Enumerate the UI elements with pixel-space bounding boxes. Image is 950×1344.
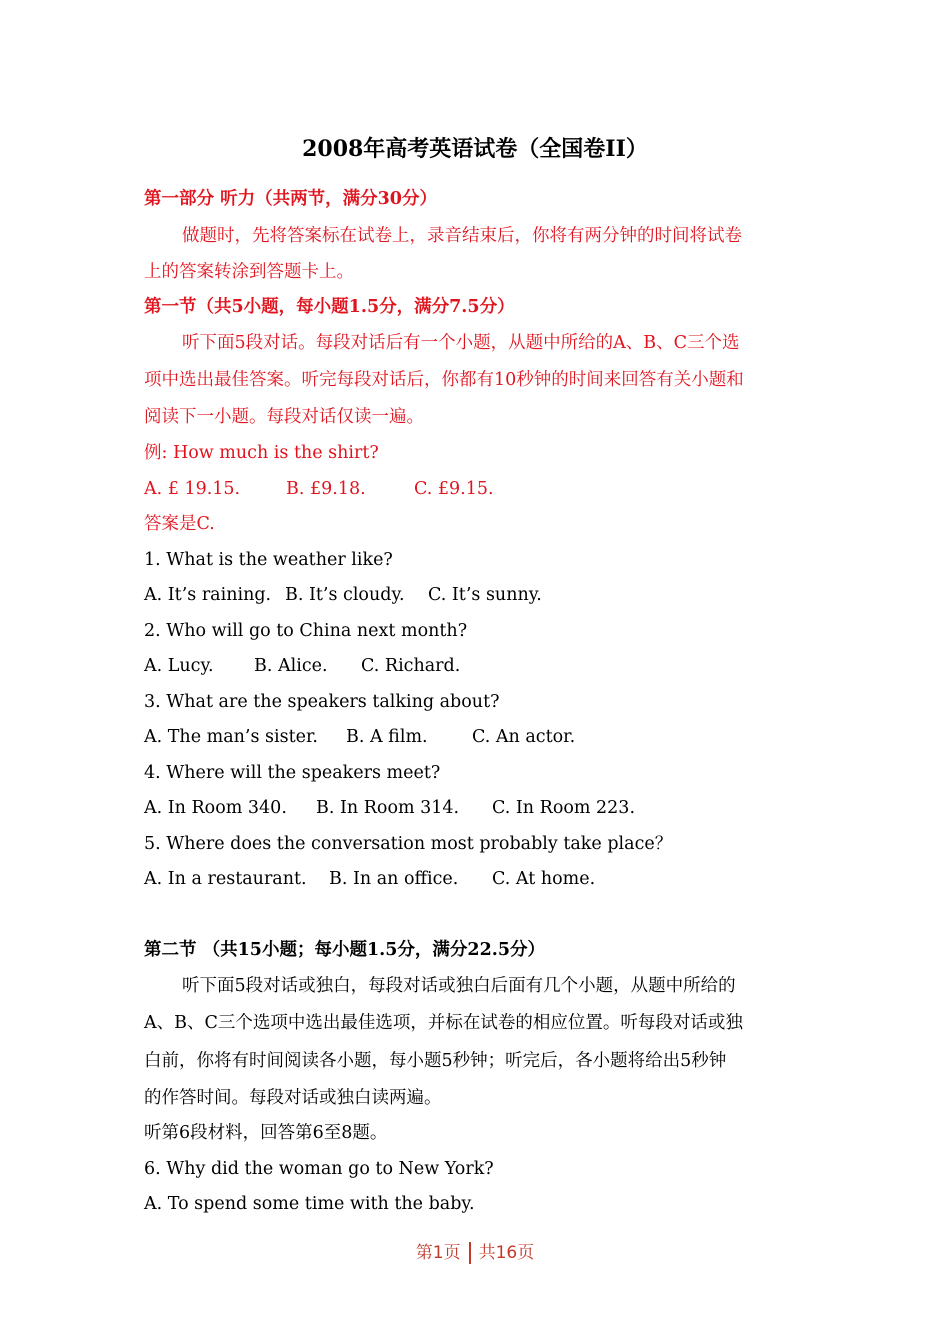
section2-instructions-3: 白前，你将有时间阅读各小题，每小题5秒钟；听完后，各小题将给出5秒钟: [144, 1051, 727, 1071]
option-c: C. In Room 223.: [492, 798, 636, 818]
example-options: [144, 477, 824, 501]
question-2: 2. Who will go to China next month?: [144, 621, 468, 641]
question-6: 6. Why did the woman go to New York?: [144, 1159, 494, 1179]
option-a: A. It’s raining.: [144, 585, 272, 605]
option-b: B. In Room 314.: [316, 798, 460, 818]
option-a: A. In Room 340.: [144, 798, 287, 818]
question-2-options: [144, 654, 824, 678]
option-a: A. In a restaurant.: [144, 869, 307, 889]
page-total: 共16页: [478, 1243, 535, 1263]
section1-instructions-3: 阅读下一小题。每段对话仅读一遍。: [144, 407, 424, 427]
section1-instructions-1: 听下面5段对话。每段对话后有一个小题，从题中所给的A、B、C三个选: [182, 333, 740, 353]
example-option-a: A. £ 19.15.: [144, 479, 241, 499]
material-note: 听第6段材料，回答第6至8题。: [144, 1123, 388, 1143]
option-b: B. A film.: [346, 727, 428, 747]
section1-heading: 第一节（共5小题，每小题1.5分，满分7.5分）: [144, 297, 515, 317]
section2-instructions-2: A、B、C三个选项中选出最佳选项，并标在试卷的相应位置。听每段对话或独: [144, 1013, 743, 1033]
option-b: B. It’s cloudy.: [285, 585, 405, 605]
question-1: 1. What is the weather like?: [144, 550, 393, 570]
section2-heading: 第二节 （共15小题；每小题1.5分，满分22.5分）: [144, 940, 546, 960]
option-b: B. Alice.: [254, 656, 328, 676]
footer-divider: [469, 1242, 471, 1264]
option-a: A. The man’s sister.: [144, 727, 318, 747]
option-c: C. Richard.: [361, 656, 461, 676]
section1-instructions-2: 项中选出最佳答案。听完每段对话后，你都有10秒钟的时间来回答有关小题和: [144, 370, 744, 390]
question-3: 3. What are the speakers talking about?: [144, 692, 500, 712]
question-1-options: [144, 583, 824, 607]
section2-instructions-1: 听下面5段对话或独白，每段对话或独白后面有几个小题，从题中所给的: [182, 976, 736, 996]
example-answer: 答案是C.: [144, 514, 215, 534]
page-footer: [0, 1238, 950, 1264]
option-a: A. Lucy.: [144, 656, 214, 676]
option-c: C. At home.: [492, 869, 596, 889]
question-4: 4. Where will the speakers meet?: [144, 763, 441, 783]
question-5-options: [144, 867, 824, 891]
question-6-option-a: A. To spend some time with the baby.: [144, 1194, 475, 1214]
option-b: B. In an office.: [329, 869, 459, 889]
option-c: C. An actor.: [472, 727, 576, 747]
example-option-b: B. £9.18.: [286, 479, 366, 499]
question-3-options: [144, 725, 824, 749]
example-question: 例: How much is the shirt?: [144, 443, 379, 463]
part1-instructions-2: 上的答案转涂到答题卡上。: [144, 262, 354, 282]
section2-instructions-4: 的作答时间。每段对话或独白读两遍。: [144, 1088, 442, 1108]
page-number: 第1页: [415, 1243, 461, 1263]
question-4-options: [144, 796, 824, 820]
part1-heading: 第一部分 听力（共两节，满分30分）: [144, 189, 437, 209]
option-c: C. It’s sunny.: [428, 585, 542, 605]
example-option-c: C. £9.15.: [414, 479, 494, 499]
page-title: 2008年高考英语试卷（全国卷II）: [302, 136, 648, 162]
part1-instructions-1: 做题时，先将答案标在试卷上，录音结束后，你将有两分钟的时间将试卷: [182, 226, 742, 246]
question-5: 5. Where does the conversation most probably take place？: [144, 834, 673, 854]
